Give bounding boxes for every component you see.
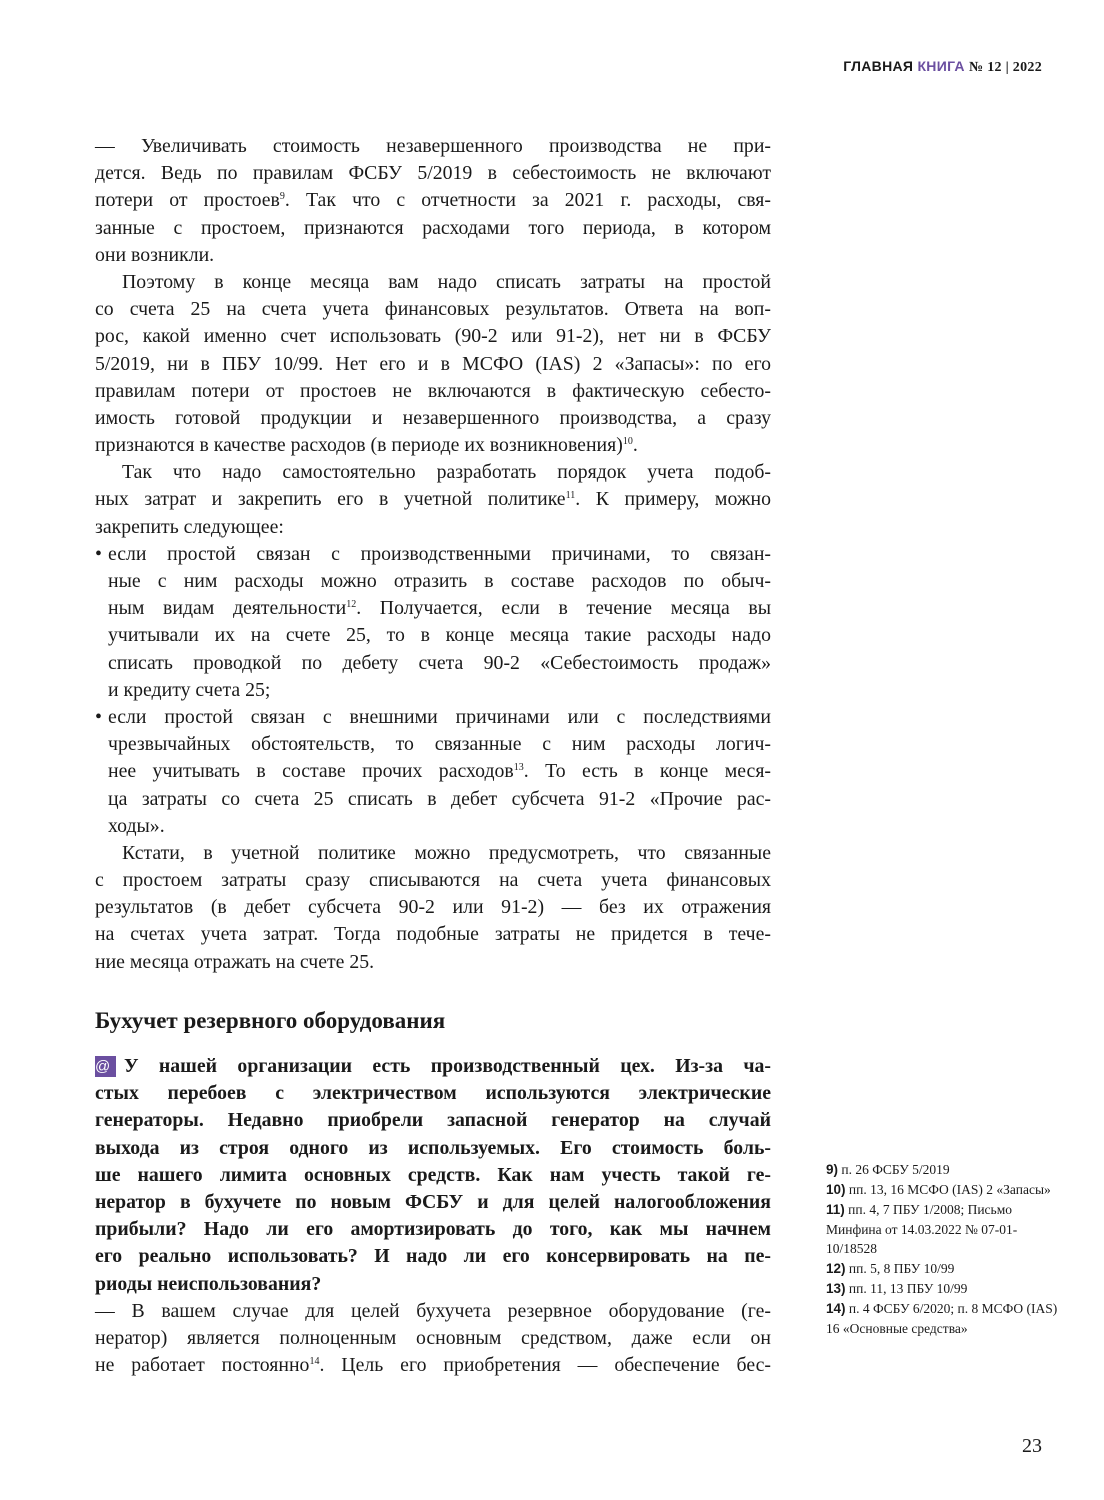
text-line xyxy=(95,1080,771,1107)
line-text: нератор) является полноценным основным средством, даже если он xyxy=(95,1327,771,1350)
line-text: . Получается, если в течение месяца вы xyxy=(356,597,771,620)
footnote-text: пп. 13, 16 МСФО (IAS) 2 «Запасы» xyxy=(848,1182,1051,1197)
footnote xyxy=(826,1200,1058,1259)
text-line xyxy=(95,867,771,894)
footnote-text: п. 4 ФСБУ 6/2020; п. 8 МСФО (IAS) 16 «Основные средства» xyxy=(826,1301,1058,1336)
line-text: списать проводкой по дебету счета 90-2 «Себестоимость продаж» xyxy=(108,651,771,674)
list-item xyxy=(95,541,771,704)
line-text: генераторы. Недавно приобрели запасной генератор на случай xyxy=(95,1109,771,1132)
text-line xyxy=(95,1107,771,1134)
text-line xyxy=(95,296,771,323)
line-text: на счетах учета затрат. Тогда подобные затраты не придется в тече- xyxy=(95,923,771,946)
text-line xyxy=(95,1135,771,1162)
line-text: . Цель его приобретения — обеспечение бес- xyxy=(319,1354,771,1377)
answer-text xyxy=(95,1298,771,1380)
text-line xyxy=(95,514,771,541)
footnote-ref: 9 xyxy=(279,191,285,203)
text-line xyxy=(95,1162,771,1189)
line-text: риоды неиспользования? xyxy=(95,1272,322,1295)
text-line xyxy=(95,133,771,160)
footnote-ref: 13 xyxy=(513,762,524,774)
line-text: если простой связан с внешними причинами или с последствиями xyxy=(108,705,771,728)
footnote-ref: 14 xyxy=(309,1356,320,1368)
line-text: . Так что с отчетности за 2021 г. расходы, свя- xyxy=(284,189,771,212)
line-text: они возникли. xyxy=(95,243,215,266)
footnote-number: 12) xyxy=(826,1261,846,1276)
line-text: со счета 25 на счета учета финансовых результатов. Ответа на воп- xyxy=(95,298,771,321)
text-line xyxy=(95,1325,771,1352)
footnote-text: пп. 4, 7 ПБУ 1/2008; Письмо Минфина от 14.03.2022 № 07-01-10/18528 xyxy=(826,1202,1018,1256)
footnote-ref: 10 xyxy=(622,436,633,448)
text-line xyxy=(95,1053,771,1080)
line-text: ходы». xyxy=(108,814,165,837)
reader-question xyxy=(95,1053,771,1298)
footnote-number: 14) xyxy=(826,1301,846,1316)
footnote-text: пп. 5, 8 ПБУ 10/99 xyxy=(848,1261,955,1276)
line-text: . К примеру, можно xyxy=(575,488,771,511)
line-text: признаются в качестве расходов (в периоде их возникновения) xyxy=(95,434,623,457)
line-text: стых перебоев с электричеством используются электрические xyxy=(95,1082,771,1105)
text-line xyxy=(95,677,771,704)
line-text: ца затраты со счета 25 списать в дебет субсчета 91-2 «Прочие рас- xyxy=(108,787,771,810)
line-text: 5/2019, ни в ПБУ 10/99. Нет его и в МСФО (IAS) 2 «Запасы»: по его xyxy=(95,352,771,375)
footnote-ref: 12 xyxy=(346,599,357,611)
line-text: его реально использовать? И надо ли его консервировать на пе- xyxy=(95,1245,771,1268)
text-line xyxy=(95,160,771,187)
text-line xyxy=(95,813,771,840)
line-text: с простоем затраты сразу списываются на счета учета финансовых xyxy=(95,869,771,892)
text-line xyxy=(95,351,771,378)
footnote xyxy=(826,1160,1058,1180)
line-text: результатов (в дебет субсчета 90-2 или 91-2) — без их отражения xyxy=(95,896,771,919)
text-line xyxy=(95,731,771,758)
brand-part1: ГЛАВНАЯ xyxy=(843,58,914,74)
line-text: не работает постоянно xyxy=(95,1354,310,1377)
text-line xyxy=(95,1189,771,1216)
text-line xyxy=(95,949,771,976)
page-number: 23 xyxy=(1022,1435,1042,1457)
text-line xyxy=(95,650,771,677)
text-line xyxy=(95,786,771,813)
list-item xyxy=(95,704,771,840)
line-text: правилам потери от простоев не включаются в фактическую себесто- xyxy=(95,379,771,402)
text-line xyxy=(95,1352,771,1379)
bullet-icon: • xyxy=(95,542,102,565)
footnote-number: 13) xyxy=(826,1281,846,1296)
text-line xyxy=(95,459,771,486)
line-text: потери от простоев xyxy=(95,189,280,212)
footnote xyxy=(826,1180,1058,1200)
footnotes xyxy=(826,1160,1058,1339)
footnote-number: 10) xyxy=(826,1182,846,1197)
paragraph xyxy=(95,269,771,459)
footnote-number: 9) xyxy=(826,1162,839,1177)
text-line xyxy=(95,323,771,350)
text-line xyxy=(95,215,771,242)
issue-number: № 12 | 2022 xyxy=(969,60,1042,75)
text-line xyxy=(95,486,771,513)
paragraph xyxy=(95,840,771,976)
line-text: занные с простоем, признаются расходами того периода, в котором xyxy=(95,216,771,239)
line-text: Поэтому в конце месяца вам надо списать затраты на простой xyxy=(122,270,771,293)
line-text: Кстати, в учетной политике можно предусмотреть, что связанные xyxy=(122,841,771,864)
footnote-text: п. 26 ФСБУ 5/2019 xyxy=(841,1162,950,1177)
text-line xyxy=(95,1271,771,1298)
footnote xyxy=(826,1299,1058,1338)
line-text: прибыли? Надо ли его амортизировать до того, как мы начнем xyxy=(95,1218,771,1241)
footnote-text: пп. 11, 13 ПБУ 10/99 xyxy=(848,1281,968,1296)
text-line xyxy=(95,840,771,867)
line-text: . То есть в конце меся- xyxy=(523,760,771,783)
text-line xyxy=(95,1298,771,1325)
line-text: Так что надо самостоятельно разработать порядок учета подоб- xyxy=(122,461,771,484)
line-text: — Увеличивать стоимость незавершенного производства не при- xyxy=(95,135,771,157)
running-header xyxy=(843,58,1042,76)
footnote-number: 11) xyxy=(826,1202,845,1217)
line-text: если простой связан с производственными причинами, то связан- xyxy=(108,542,771,565)
text-line xyxy=(95,595,771,622)
text-line xyxy=(95,1243,771,1270)
text-line xyxy=(95,541,771,568)
line-text: чрезвычайных обстоятельств, то связанные с ним расходы логич- xyxy=(108,733,771,756)
line-text: ным видам деятельности xyxy=(108,597,347,620)
footnote-ref: 11 xyxy=(565,490,576,502)
line-text: ше нашего лимита основных средств. Как нам учесть такой ге- xyxy=(95,1163,771,1186)
text-line xyxy=(95,432,771,459)
line-text: ние месяца отражать на счете 25. xyxy=(95,950,375,973)
line-text: выхода из строя одного из используемых. Его стоимость боль- xyxy=(95,1136,771,1159)
line-text: нее учитывать в составе прочих расходов xyxy=(108,760,514,783)
text-line xyxy=(95,269,771,296)
text-line xyxy=(95,378,771,405)
brand-part2: КНИГА xyxy=(917,58,965,74)
question-at-icon: @ xyxy=(95,1056,116,1077)
text-line xyxy=(95,187,771,214)
line-text: рос, какой именно счет использовать (90-2 или 91-2), нет ни в ФСБУ xyxy=(95,325,771,348)
line-text: ные с ним расходы можно отразить в составе расходов по обыч- xyxy=(108,570,771,592)
text-line xyxy=(95,758,771,785)
paragraph xyxy=(95,459,771,541)
line-text: имость готовой продукции и незавершенного производства, а сразу xyxy=(95,406,771,429)
paragraph xyxy=(95,133,771,269)
section-heading: Бухучет резервного оборудования xyxy=(95,1008,446,1033)
text-line xyxy=(95,921,771,948)
footnote xyxy=(826,1279,1058,1299)
line-text: дется. Ведь по правилам ФСБУ 5/2019 в себестоимость не включают xyxy=(95,162,771,185)
line-text: и кредиту счета 25; xyxy=(108,678,271,701)
bullet-icon: • xyxy=(95,705,102,728)
text-line xyxy=(95,242,771,269)
line-text: У нашей организации есть производственный цех. Из-за ча- xyxy=(124,1055,771,1077)
line-text: — В вашем случае для целей бухучета резервное оборудование (ге- xyxy=(95,1300,771,1322)
text-line xyxy=(95,622,771,649)
text-line xyxy=(95,405,771,432)
line-text: . xyxy=(632,434,638,457)
line-text: учитывали их на счете 25, то в конце месяца такие расходы надо xyxy=(108,624,771,647)
text-line xyxy=(95,894,771,921)
line-text: нератор в бухучете по новым ФСБУ и для целей налогообложения xyxy=(95,1190,771,1213)
article-body xyxy=(95,133,771,976)
footnote xyxy=(826,1259,1058,1279)
text-line xyxy=(95,568,771,595)
text-line xyxy=(95,704,771,731)
line-text: закрепить следующее: xyxy=(95,515,284,538)
line-text: ных затрат и закрепить его в учетной политике xyxy=(95,488,566,511)
text-line xyxy=(95,1216,771,1243)
